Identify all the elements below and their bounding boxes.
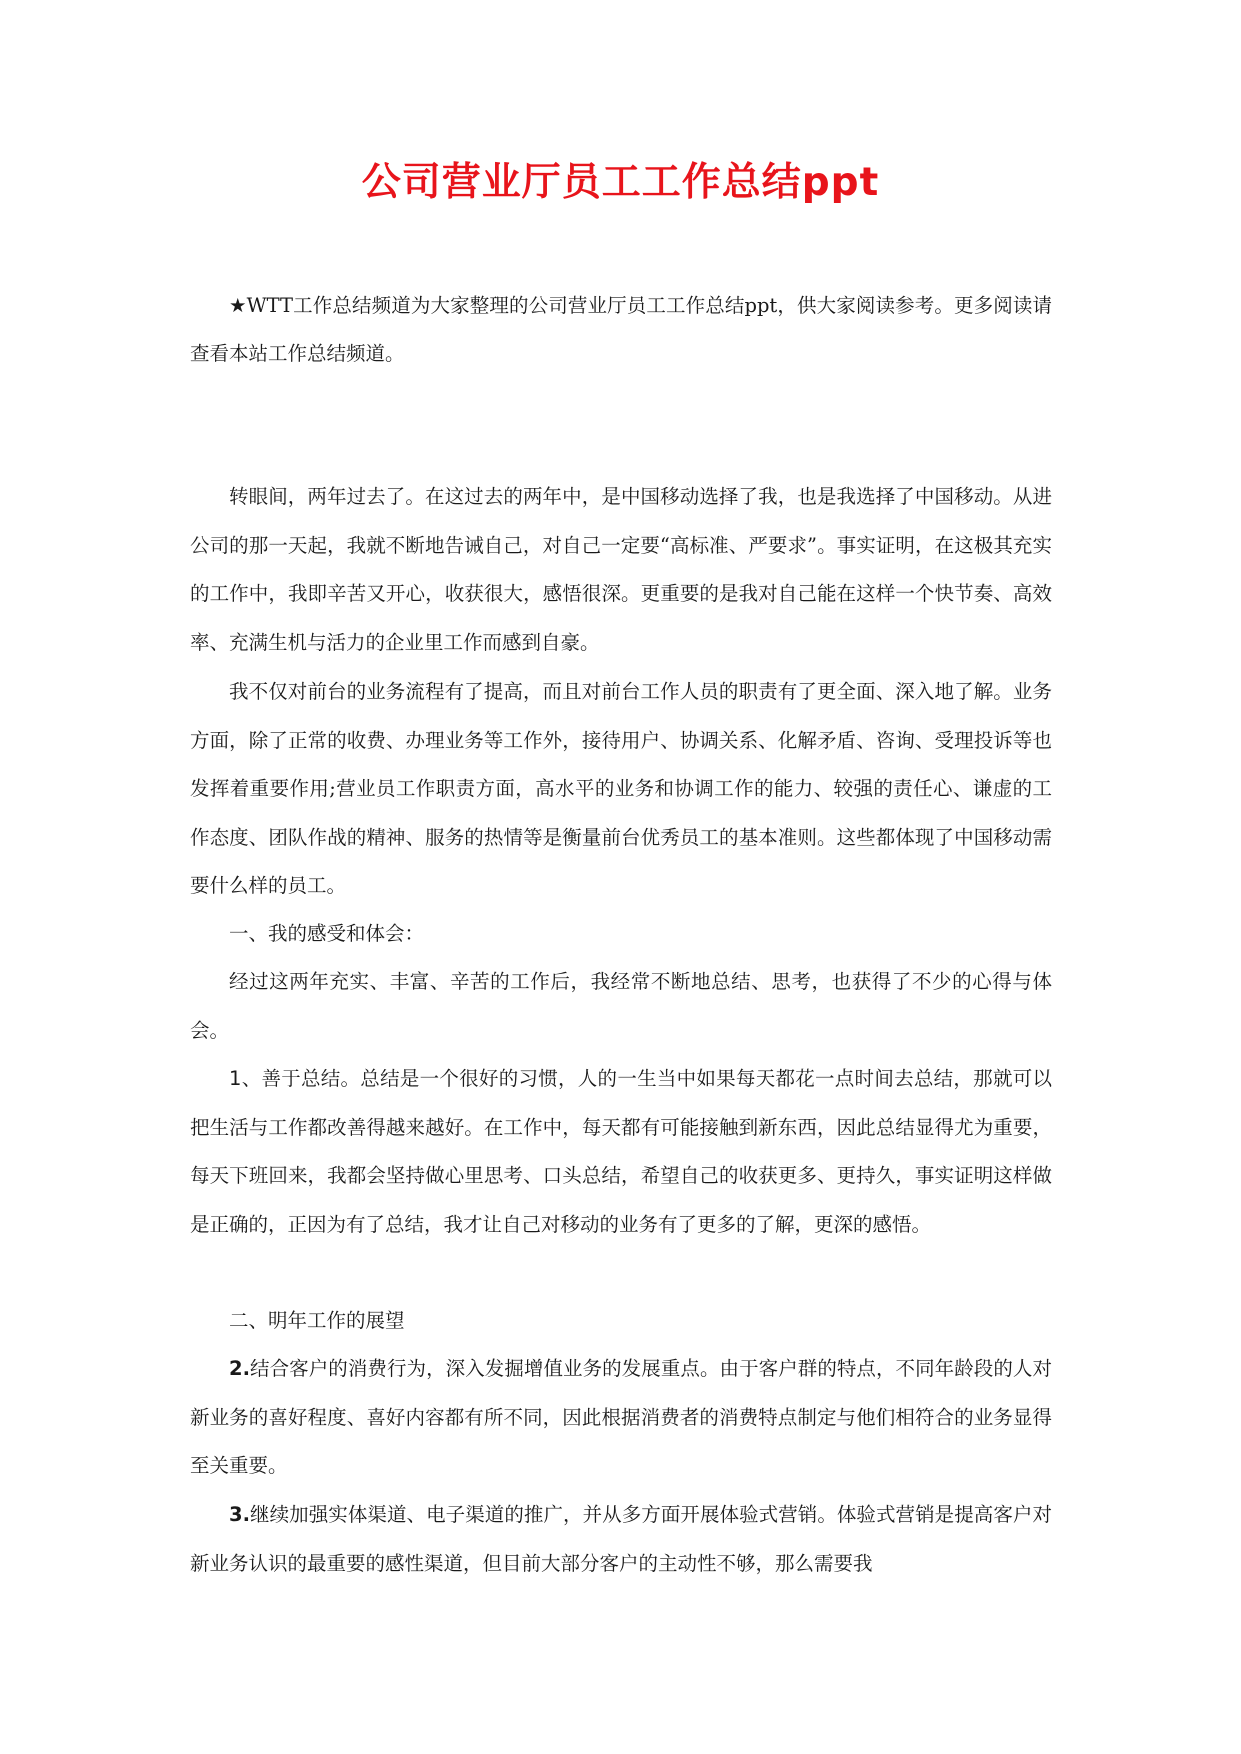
paragraph-item-3 [190,1491,1052,1588]
item-text: 、善于总结。总结是一个很好的习惯，人的一生当中如果每天都花一点时间去总结，那就可以把生活与工作都改善得越来越好。在工作中，每天都有可能接触到新东西，因此总结显得尤为重要，每天下班回来，我都会坚持做心里思考、口头总结，希望自己的收获更多、更持久，事实证明这样做是正确的，正因为有了总结，我才让自己对移动的业务有了更多的了解，更深的感悟。 [190,1067,1052,1236]
intro-paragraph [190,282,1052,378]
item-text: 继续加强实体渠道、电子渠道的推广，并从多方面开展体验式营销。体验式营销是提高客户对新业务认识的最重要的感性渠道，但目前大部分客户的主动性不够，那么需要我 [190,1503,1052,1575]
item-number: 2. [229,1357,250,1380]
star-icon: ★ [229,294,247,317]
paragraph-item-1 [190,1055,1052,1249]
paragraph-3: 经过这两年充实、丰富、辛苦的工作后，我经常不断地总结、思考，也获得了不少的心得与体会。 [190,970,1052,1042]
item-number: 1 [229,1067,242,1090]
paragraph-2: 我不仅对前台的业务流程有了提高，而且对前台工作人员的职责有了更全面、深入地了解。业务方面，除了正常的收费、办理业务等工作外，接待用户、协调关系、化解矛盾、咨询、受理投诉等也发挥着重要作用;营业员工作职责方面，高水平的业务和协调工作的能力、较强的责任心、谦虚的工作态度、团队作战的精神、服务的热情等是衡量前台优秀员工的基本准则。这些都体现了中国移动需要什么样的员工。 [190,680,1052,897]
document-title: 公司营业厅员工工作总结ppt [361,160,880,205]
item-number: 3. [229,1503,250,1526]
paragraph-item-2 [190,1345,1052,1491]
section-heading-1: 一、我的感受和体会： [229,922,425,945]
intro-text: WTT工作总结频道为大家整理的公司营业厅员工工作总结ppt，供大家阅读参考。更多阅读请查看本站工作总结频道。 [190,294,1052,365]
paragraph-1: 转眼间，两年过去了。在这过去的两年中，是中国移动选择了我，也是我选择了中国移动。从进公司的那一天起，我就不断地告诫自己，对自己一定要“高标准、严要求”。事实证明，在这极其充实的工作中，我即辛苦又开心，收获很大，感悟很深。更重要的是我对自己能在这样一个快节奏、高效率、充满生机与活力的企业里工作而感到自豪。 [190,485,1052,654]
item-text: 结合客户的消费行为，深入发掘增值业务的发展重点。由于客户群的特点，不同年龄段的人对新业务的喜好程度、喜好内容都有所不同，因此根据消费者的消费特点制定与他们相符合的业务显得至关重要。 [190,1357,1052,1477]
section-heading-2: 二、明年工作的展望 [229,1309,405,1332]
